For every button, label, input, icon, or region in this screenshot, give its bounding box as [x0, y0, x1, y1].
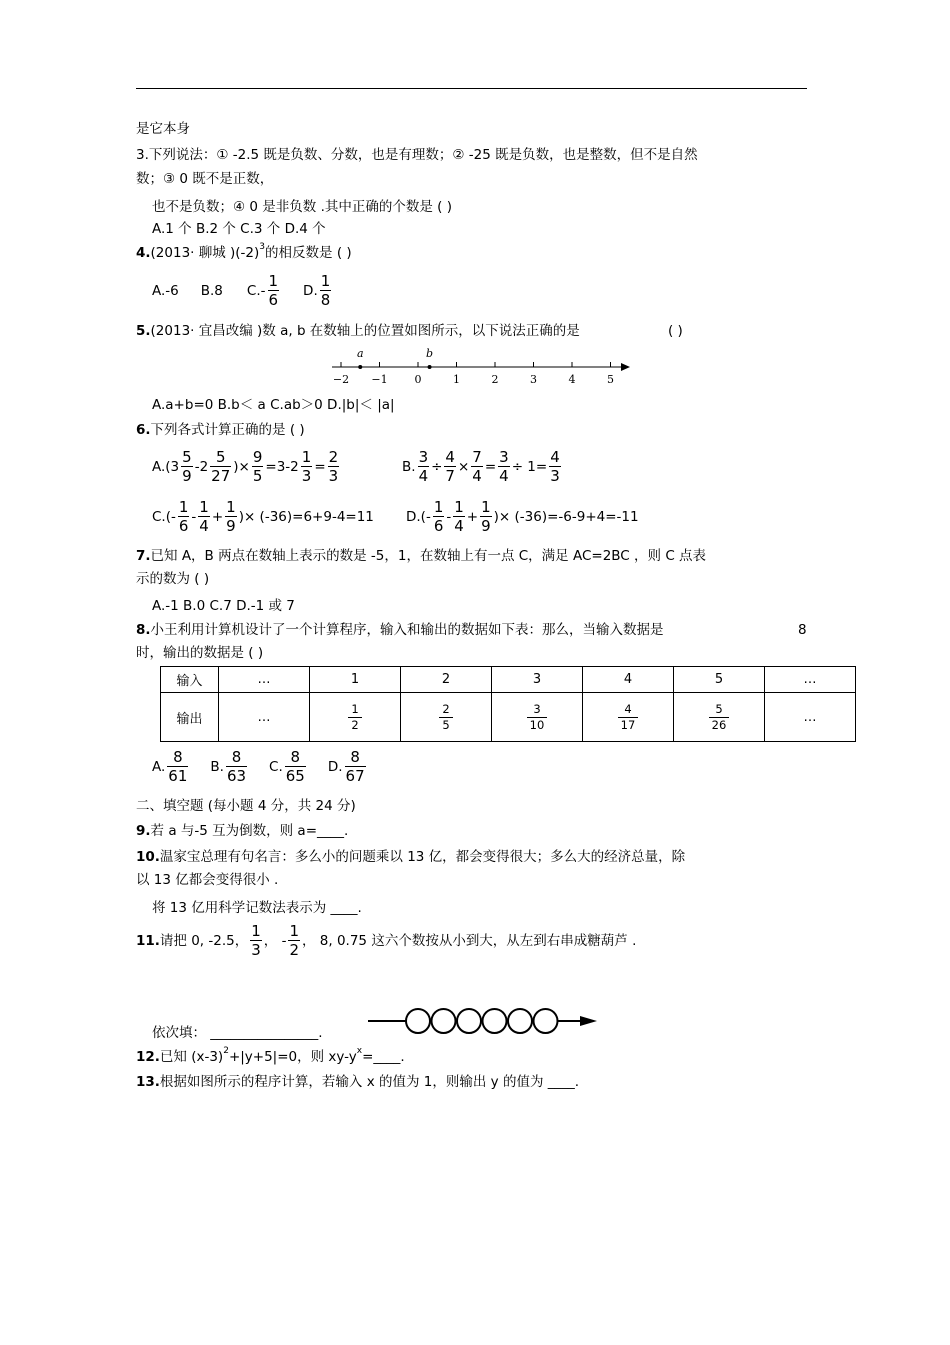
q4-number: 4. — [136, 245, 151, 261]
point-a-label: a — [356, 347, 364, 360]
haw-circle — [483, 1009, 507, 1033]
output-cell: $\frac{1}{2}$ — [310, 693, 401, 742]
io-table — [160, 666, 856, 742]
q13 — [136, 1073, 579, 1091]
q4-option-c: C.- — [246, 282, 266, 299]
fraction: 8 61 — [168, 748, 188, 785]
candied-haws-diagram — [366, 1006, 600, 1036]
tick-label: −2 — [332, 373, 350, 386]
q8-text-1: 小王利用计算机设计了一个计算程序，输入和输出的数据如下表：那么，当输入数据是 — [150, 622, 664, 638]
q6-option-d: D.(- 1 6 - 1 4 + $\frac{1}{9}$ )× (-36)=-6-9+4=-11 — [406, 498, 639, 535]
q8-option-b-label: B. — [210, 758, 224, 775]
q12-text-c: =____. — [362, 1049, 405, 1065]
q6-stem — [136, 421, 305, 439]
q6-option-c-label: C.(- — [152, 508, 176, 525]
fraction: 1 4 — [199, 498, 209, 535]
q10-line1 — [136, 848, 685, 866]
fraction: $\frac{1}{9}$ — [226, 498, 236, 535]
tick-label: 0 — [414, 373, 422, 386]
fraction: 1 6 — [433, 498, 444, 535]
fraction: $\frac{9}{5}$ — [252, 448, 263, 485]
fraction: 1 2 — [289, 922, 299, 959]
q11-stem-a: 请把 0, -2.5， — [159, 932, 249, 949]
q9-text: 若 a 与-5 互为倒数，则 a=____. — [150, 823, 349, 839]
q6-option-c: C.(- 1 6 - 1 4 + $\frac{1}{9}$ )× (-36)=6+9-4=11 — [152, 498, 374, 535]
q11-stem-c: ， 8, 0.75 这六个数按从小到大，从左到右串成糖葫芦 . — [302, 932, 637, 949]
haw-circle — [457, 1009, 481, 1033]
input-row — [161, 667, 856, 693]
q12-exponent-1: 2 — [223, 1046, 229, 1056]
q5-options: A.a+b=0 B.b＜ a C.ab＞0 D.|b|＜ |a| — [152, 397, 395, 413]
q4-stem-b: 的相反数是 ( ) — [265, 245, 352, 261]
continuation-text: 是它本身 — [136, 121, 190, 137]
number-line-arrow — [621, 363, 630, 371]
input-cell: 5 — [674, 667, 765, 693]
q3-text-1: 下列说法：① -2.5 既是负数、分数，也是有理数；② -25 既是负数，也是整数，但不是自然 — [148, 147, 698, 163]
fraction: 1 3 — [251, 922, 261, 959]
output-row — [161, 693, 856, 742]
fraction: 5 9 — [182, 448, 192, 485]
q10-text-1: 温家宝总理有句名言：多么小的问题乘以 13 亿，都会变得很大；多么大的经济总量，除 — [159, 849, 686, 865]
point-a — [358, 365, 362, 369]
q8-line2: 时，输出的数据是 ( ) — [136, 645, 264, 661]
input-cell: 4 — [583, 667, 674, 693]
input-cell: 3 — [492, 667, 583, 693]
haw-circle — [508, 1009, 532, 1033]
q5-number-line — [325, 342, 635, 388]
q6-option-a-label: A.(3 — [152, 458, 180, 475]
q6-option-d-label: D.(- — [406, 508, 431, 525]
tick-label: 1 — [453, 373, 460, 386]
input-cell: 1 — [310, 667, 401, 693]
q4-option-d: D. — [303, 282, 318, 299]
q13-text: 根据如图所示的程序计算，若输入 x 的值为 1，则输出 y 的值为 ____. — [159, 1074, 580, 1090]
q7-line1 — [136, 547, 706, 565]
fraction: 8 65 — [285, 748, 305, 785]
skewer-arrow-icon — [580, 1016, 597, 1026]
fraction: $\frac{4}{7}$ — [445, 448, 455, 485]
q8-option-d-label: D. — [327, 758, 343, 775]
q12-text-a: 已知 (x-3) — [159, 1049, 224, 1065]
haw-circle — [534, 1009, 558, 1033]
q3-line1 — [136, 146, 698, 164]
q7-number: 7. — [136, 548, 151, 564]
q6-option-c-tail: )× (-36)=6+9-4=11 — [238, 508, 374, 525]
q4-stem-a: (2013· 聊城 )(-2) — [150, 245, 260, 261]
q5-answer-paren: ( ) — [668, 323, 683, 339]
q3-number: 3. — [136, 147, 149, 163]
input-header: 输入 — [161, 667, 219, 693]
q7-line2: 示的数为 ( ) — [136, 571, 210, 587]
q10-line2: 以 13 亿都会变得很小 . — [136, 872, 279, 888]
q4-option-d-fraction: 1 8 — [320, 272, 331, 309]
q6-option-b-label: B. — [402, 458, 416, 475]
q13-number: 13. — [136, 1074, 160, 1090]
q4-option-b: B.8 — [200, 282, 223, 299]
fraction: $\frac{3}{4}$ — [499, 448, 509, 485]
q11-stem-b: ， - — [263, 932, 287, 949]
tick-label: −1 — [371, 373, 388, 386]
q10-number: 10. — [136, 849, 160, 865]
q4-options — [152, 272, 333, 309]
fraction: 1 6 — [178, 498, 189, 535]
q8-option-a-label: A. — [152, 758, 166, 775]
q8-number: 8. — [136, 622, 151, 638]
haw-circle — [406, 1009, 430, 1033]
q3-options: A.1 个 B.2 个 C.3 个 D.4 个 — [152, 221, 326, 237]
q3-line2: 数；③ 0 既不是正数， — [136, 171, 274, 187]
q5-stem — [136, 322, 580, 340]
q6-option-d-tail: )× (-36)=-6-9+4=-11 — [493, 508, 639, 525]
q12-text-b: +|y+5|=0，则 xy-y — [228, 1049, 357, 1065]
section-2-heading: 二、填空题 (每小题 4 分，共 24 分) — [136, 798, 356, 814]
ellipsis-cell: … — [765, 667, 856, 693]
q6-option-b: B. $\frac{3}{4}$ ÷ $\frac{4}{7}$ × $\frac{7}{4}$ = $\frac{3}{4}$ ÷ 1= $\frac{4}{3}$ — [402, 448, 560, 485]
q8-option-c-label: C. — [269, 758, 283, 775]
fraction: 8 63 — [226, 748, 247, 785]
q6-stem-text: 下列各式计算正确的是 ( ) — [150, 422, 305, 438]
output-cell: $\frac{3}{10}$ — [492, 693, 583, 742]
q11-fill: 依次填： ________________. — [152, 1025, 323, 1041]
q4-stem — [136, 244, 352, 262]
fraction: $\frac{7}{4}$ — [472, 448, 482, 485]
tick-label: 4 — [568, 373, 576, 386]
q3-line3: 也不是负数；④ 0 是非负数 .其中正确的个数是 ( ) — [152, 199, 452, 215]
q9 — [136, 822, 348, 840]
q7-text-1: 已知 A，B 两点在数轴上表示的数是 -5，1，在数轴上有一点 C，满足 AC=2BC ，则 C 点表 — [150, 548, 707, 564]
haw-circle — [432, 1009, 456, 1033]
output-header: 输出 — [161, 693, 219, 742]
q11-stem — [136, 922, 636, 959]
q9-number: 9. — [136, 823, 151, 839]
q4-option-a: A.-6 — [152, 282, 179, 299]
q12 — [136, 1048, 405, 1066]
header-rule — [136, 88, 807, 89]
q4-option-c-fraction: 1 6 — [268, 272, 279, 309]
tick-label: 3 — [530, 373, 537, 386]
q5-number: 5. — [136, 323, 151, 339]
fraction: 5 27 — [211, 448, 231, 485]
q6-option-a: A.(3 5 9 -2 5 27 )× $\frac{9}{5}$ =3-2 $\frac{1}{3}$ = $\frac{2}{3}$ — [152, 448, 339, 485]
q8-line1 — [136, 621, 664, 639]
point-b — [428, 365, 432, 369]
fraction: $\frac{3}{4}$ — [418, 448, 429, 485]
tick-label: 5 — [607, 373, 614, 386]
fraction: $\frac{2}{3}$ — [328, 448, 339, 485]
fraction: 8 67 — [345, 748, 365, 785]
input-cell: 2 — [401, 667, 492, 693]
q8-options — [152, 748, 368, 785]
ellipsis-cell: … — [765, 693, 856, 742]
q7-options: A.-1 B.0 C.7 D.-1 或 7 — [152, 598, 295, 614]
tick-label: 2 — [491, 373, 499, 386]
q12-number: 12. — [136, 1049, 160, 1065]
output-cell: $\frac{4}{17}$ — [583, 693, 674, 742]
output-cell: $\frac{5}{26}$ — [674, 693, 765, 742]
q6-number: 6. — [136, 422, 151, 438]
fraction: 1 4 — [454, 498, 464, 535]
q4-exponent: 3 — [259, 242, 266, 252]
fraction: $\frac{1}{9}$ — [481, 498, 491, 535]
ellipsis-cell: … — [219, 693, 310, 742]
ellipsis-cell: … — [219, 667, 310, 693]
fraction: $\frac{4}{3}$ — [550, 448, 560, 485]
q11-number: 11. — [136, 932, 160, 949]
q10-line3: 将 13 亿用科学记数法表示为 ____. — [152, 900, 362, 916]
fraction: $\frac{1}{3}$ — [301, 448, 312, 485]
q12-exponent-2: x — [356, 1046, 363, 1056]
q5-stem-text: (2013· 宜昌改编 )数 a, b 在数轴上的位置如图所示，以下说法正确的是 — [150, 323, 580, 339]
point-b-label: b — [426, 347, 434, 360]
output-cell: $\frac{2}{5}$ — [401, 693, 492, 742]
q8-line1-tail: 8 — [798, 622, 807, 638]
